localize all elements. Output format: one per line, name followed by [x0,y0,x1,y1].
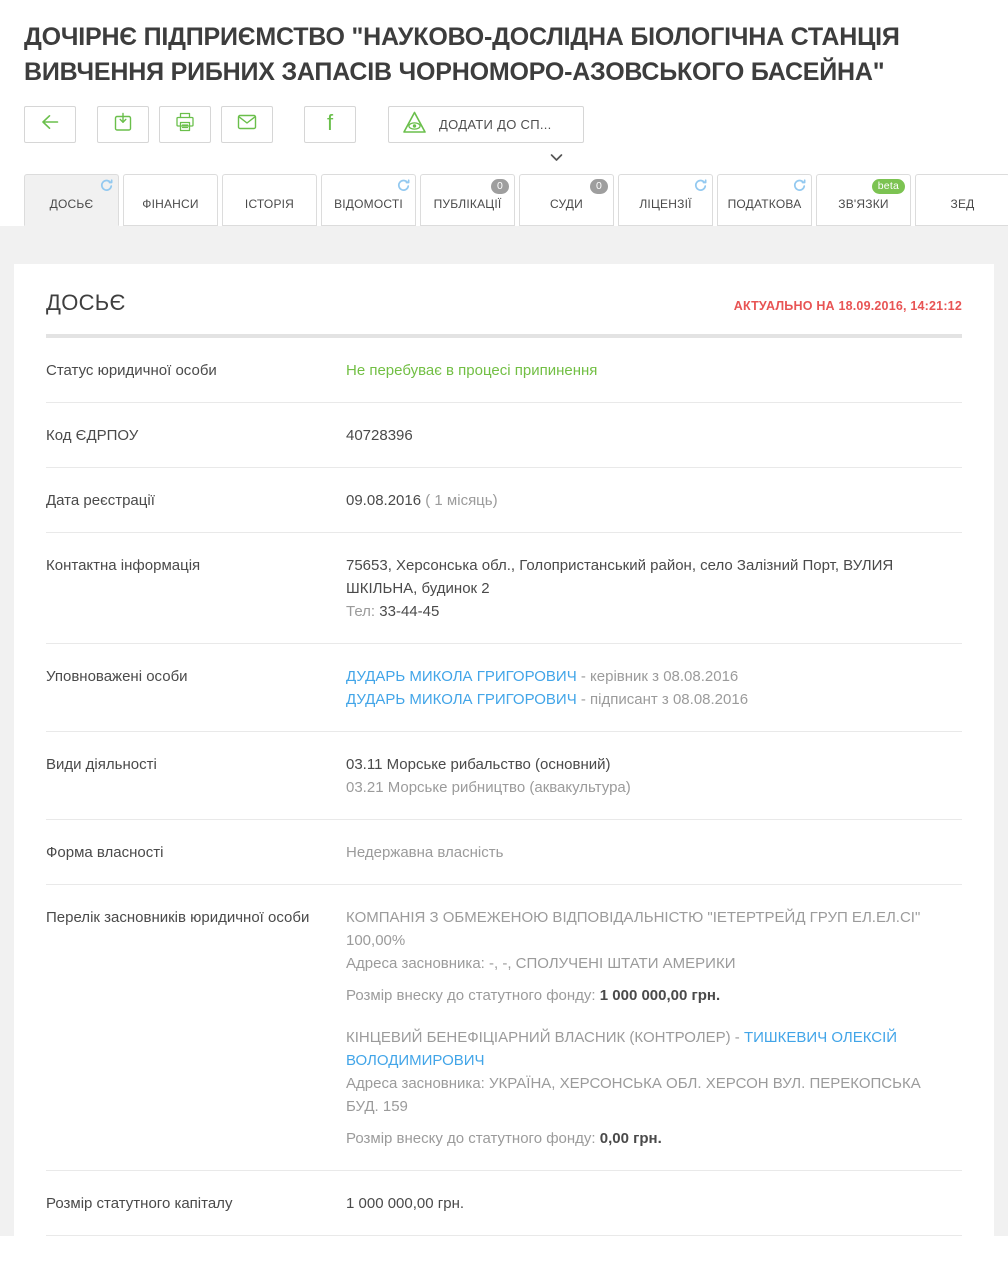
person-link[interactable]: ДУДАРЬ МИКОЛА ГРИГОРОВИЧ [346,668,577,685]
value-text: Недержавна власність [346,844,504,861]
row-label: Перелік засновників юридичної особи [46,909,310,926]
tab-publikatsiyi[interactable] [420,174,515,226]
dossier-row [46,1171,962,1236]
tab-finansy[interactable] [123,174,218,226]
row-label: Уповноважені особи [46,668,188,685]
toolbar [24,106,1008,144]
value-text: Не перебуває в процесі припинення [346,362,598,379]
row-value [346,359,946,382]
envelope-icon [235,110,259,139]
value-text: 33-44-45 [379,603,440,620]
row-label: Контактна інформація [46,557,201,574]
print-button[interactable] [159,106,211,143]
page-title: ДОЧІРНЄ ПІДПРИЄМСТВО "НАУКОВО-ДОСЛІДНА БІОЛОГІЧНА СТАНЦІЯ ВИВЧЕННЯ РИБНИХ ЗАПАСІВ ЧОРНОМОРО-АЗОВСЬКОГО БАСЕЙНА" [24,23,900,86]
arrow-left-icon [38,110,62,139]
tab-zed[interactable] [915,174,1008,226]
tab-label: ПОДАТКОВА [727,197,802,211]
tab-label: ЗЕД [950,197,975,211]
dossier-row [46,644,962,732]
row-label: Форма власності [46,844,164,861]
count-badge: 0 [590,179,608,194]
chevron-down-icon[interactable] [548,149,565,171]
download-icon [111,110,135,139]
dossier-row [46,468,962,533]
facebook-icon: f [326,110,334,135]
tab-label: ВІДОМОСТІ [334,197,403,211]
logo-triangle-eye-icon [401,109,428,141]
tab-zvyazky[interactable] [816,174,911,226]
dossier-row [46,403,962,468]
refresh-icon [792,178,807,196]
row-value [346,665,946,711]
back-button[interactable] [24,106,76,143]
refresh-icon [99,178,114,196]
refresh-icon [396,178,411,196]
dossier-row [46,732,962,820]
card-header [46,290,962,316]
dossier-row [46,820,962,885]
tab-istoriya[interactable] [222,174,317,226]
printer-icon [173,110,197,139]
actual-date-label: АКТУАЛЬНО НА 18.09.2016, 14:21:12 [733,299,962,313]
tab-label: СУДИ [550,197,583,211]
value-text: 1 000 000,00 грн. [599,987,721,1004]
content-area [0,226,1008,1236]
email-button[interactable] [221,106,273,143]
person-link[interactable]: ДУДАРЬ МИКОЛА ГРИГОРОВИЧ [346,691,577,708]
value-text: Розмір внеску до статутного фонду: [346,1130,600,1147]
value-text: 1 000 000,00 грн. [346,1195,465,1212]
beta-badge: beta [872,179,905,194]
dossier-row [46,885,962,1171]
value-text: 03.11 Морське рибальство (основний) [346,756,611,773]
dossier-row [46,533,962,644]
value-text: Адреса засновника: УКРАЇНА, ХЕРСОНСЬКА ОБЛ. ХЕРСОН ВУЛ. ПЕРЕКОПСЬКА БУД. 159 [346,1075,921,1115]
value-text: 03.21 Морське рибництво (аквакультура) [346,779,631,796]
value-text: ( 1 місяць) [421,492,498,509]
value-text: Тел: [346,603,380,620]
row-label: Статус юридичної особи [46,362,217,379]
refresh-icon [693,178,708,196]
value-text: 09.08.2016 [346,492,422,509]
tab-litsenziyi[interactable] [618,174,713,226]
value-text: - керівник з 08.08.2016 [576,668,739,685]
value-text: - підписант з 08.08.2016 [576,691,749,708]
download-button[interactable] [97,106,149,143]
facebook-button[interactable] [304,106,356,143]
row-label: Дата реєстрації [46,492,155,509]
tab-vidomosti[interactable] [321,174,416,226]
tab-label: ДОСЬЄ [49,197,94,211]
tab-bar [24,174,1008,226]
count-badge: 0 [491,179,509,194]
row-value [346,489,946,512]
row-label: Розмір статутного капіталу [46,1195,233,1212]
tab-label: ЛІЦЕНЗІЇ [639,197,692,211]
value-text: Адреса засновника: -, -, СПОЛУЧЕНІ ШТАТИ АМЕРИКИ [346,955,736,972]
row-label: Види діяльності [46,756,157,773]
tab-label: ФІНАНСИ [142,197,199,211]
value-text: 0,00 грн. [599,1130,662,1147]
value-text: 75653, Херсонська обл., Голопристанський район, село Залізний Порт, ВУЛИЯ ШКІЛЬНА, будинок 2 [346,557,894,597]
row-value [346,554,946,623]
tab-sudy[interactable] [519,174,614,226]
row-label: Код ЄДРПОУ [46,427,139,444]
value-text: КОМПАНІЯ З ОБМЕЖЕНОЮ ВІДПОВІДАЛЬНІСТЮ "ІЕТЕРТРЕЙД ГРУП ЕЛ.ЕЛ.СІ" 100,00% [346,909,921,949]
toolbar-expander [0,144,1008,170]
tab-label: ЗВ'ЯЗКИ [838,197,889,211]
dossier-card [14,264,994,1236]
row-value [346,1192,946,1215]
section-title: ДОСЬЄ [46,290,126,315]
row-value [346,906,946,1150]
row-value [346,841,946,864]
row-value [346,753,946,799]
add-to-list-label: ДОДАТИ ДО СП... [439,117,552,132]
tab-label: ІСТОРІЯ [244,197,295,211]
value-text: Розмір внеску до статутного фонду: [346,987,600,1004]
add-to-list-button[interactable] [388,106,584,143]
row-value [346,424,946,447]
tab-dosye[interactable] [24,174,119,226]
dossier-rows [46,338,962,1236]
tab-label: ПУБЛІКАЦІЇ [433,197,502,211]
person-link[interactable]: ТИШКЕВИЧ ОЛЕКСІЙ ВОЛОДИМИРОВИЧ [346,1029,898,1069]
value-text: 40728396 [346,427,413,444]
tab-podatkova[interactable] [717,174,812,226]
value-text: КІНЦЕВИЙ БЕНЕФІЦІАРНИЙ ВЛАСНИК (КОНТРОЛЕР) - [346,1029,744,1046]
dossier-row [46,338,962,403]
